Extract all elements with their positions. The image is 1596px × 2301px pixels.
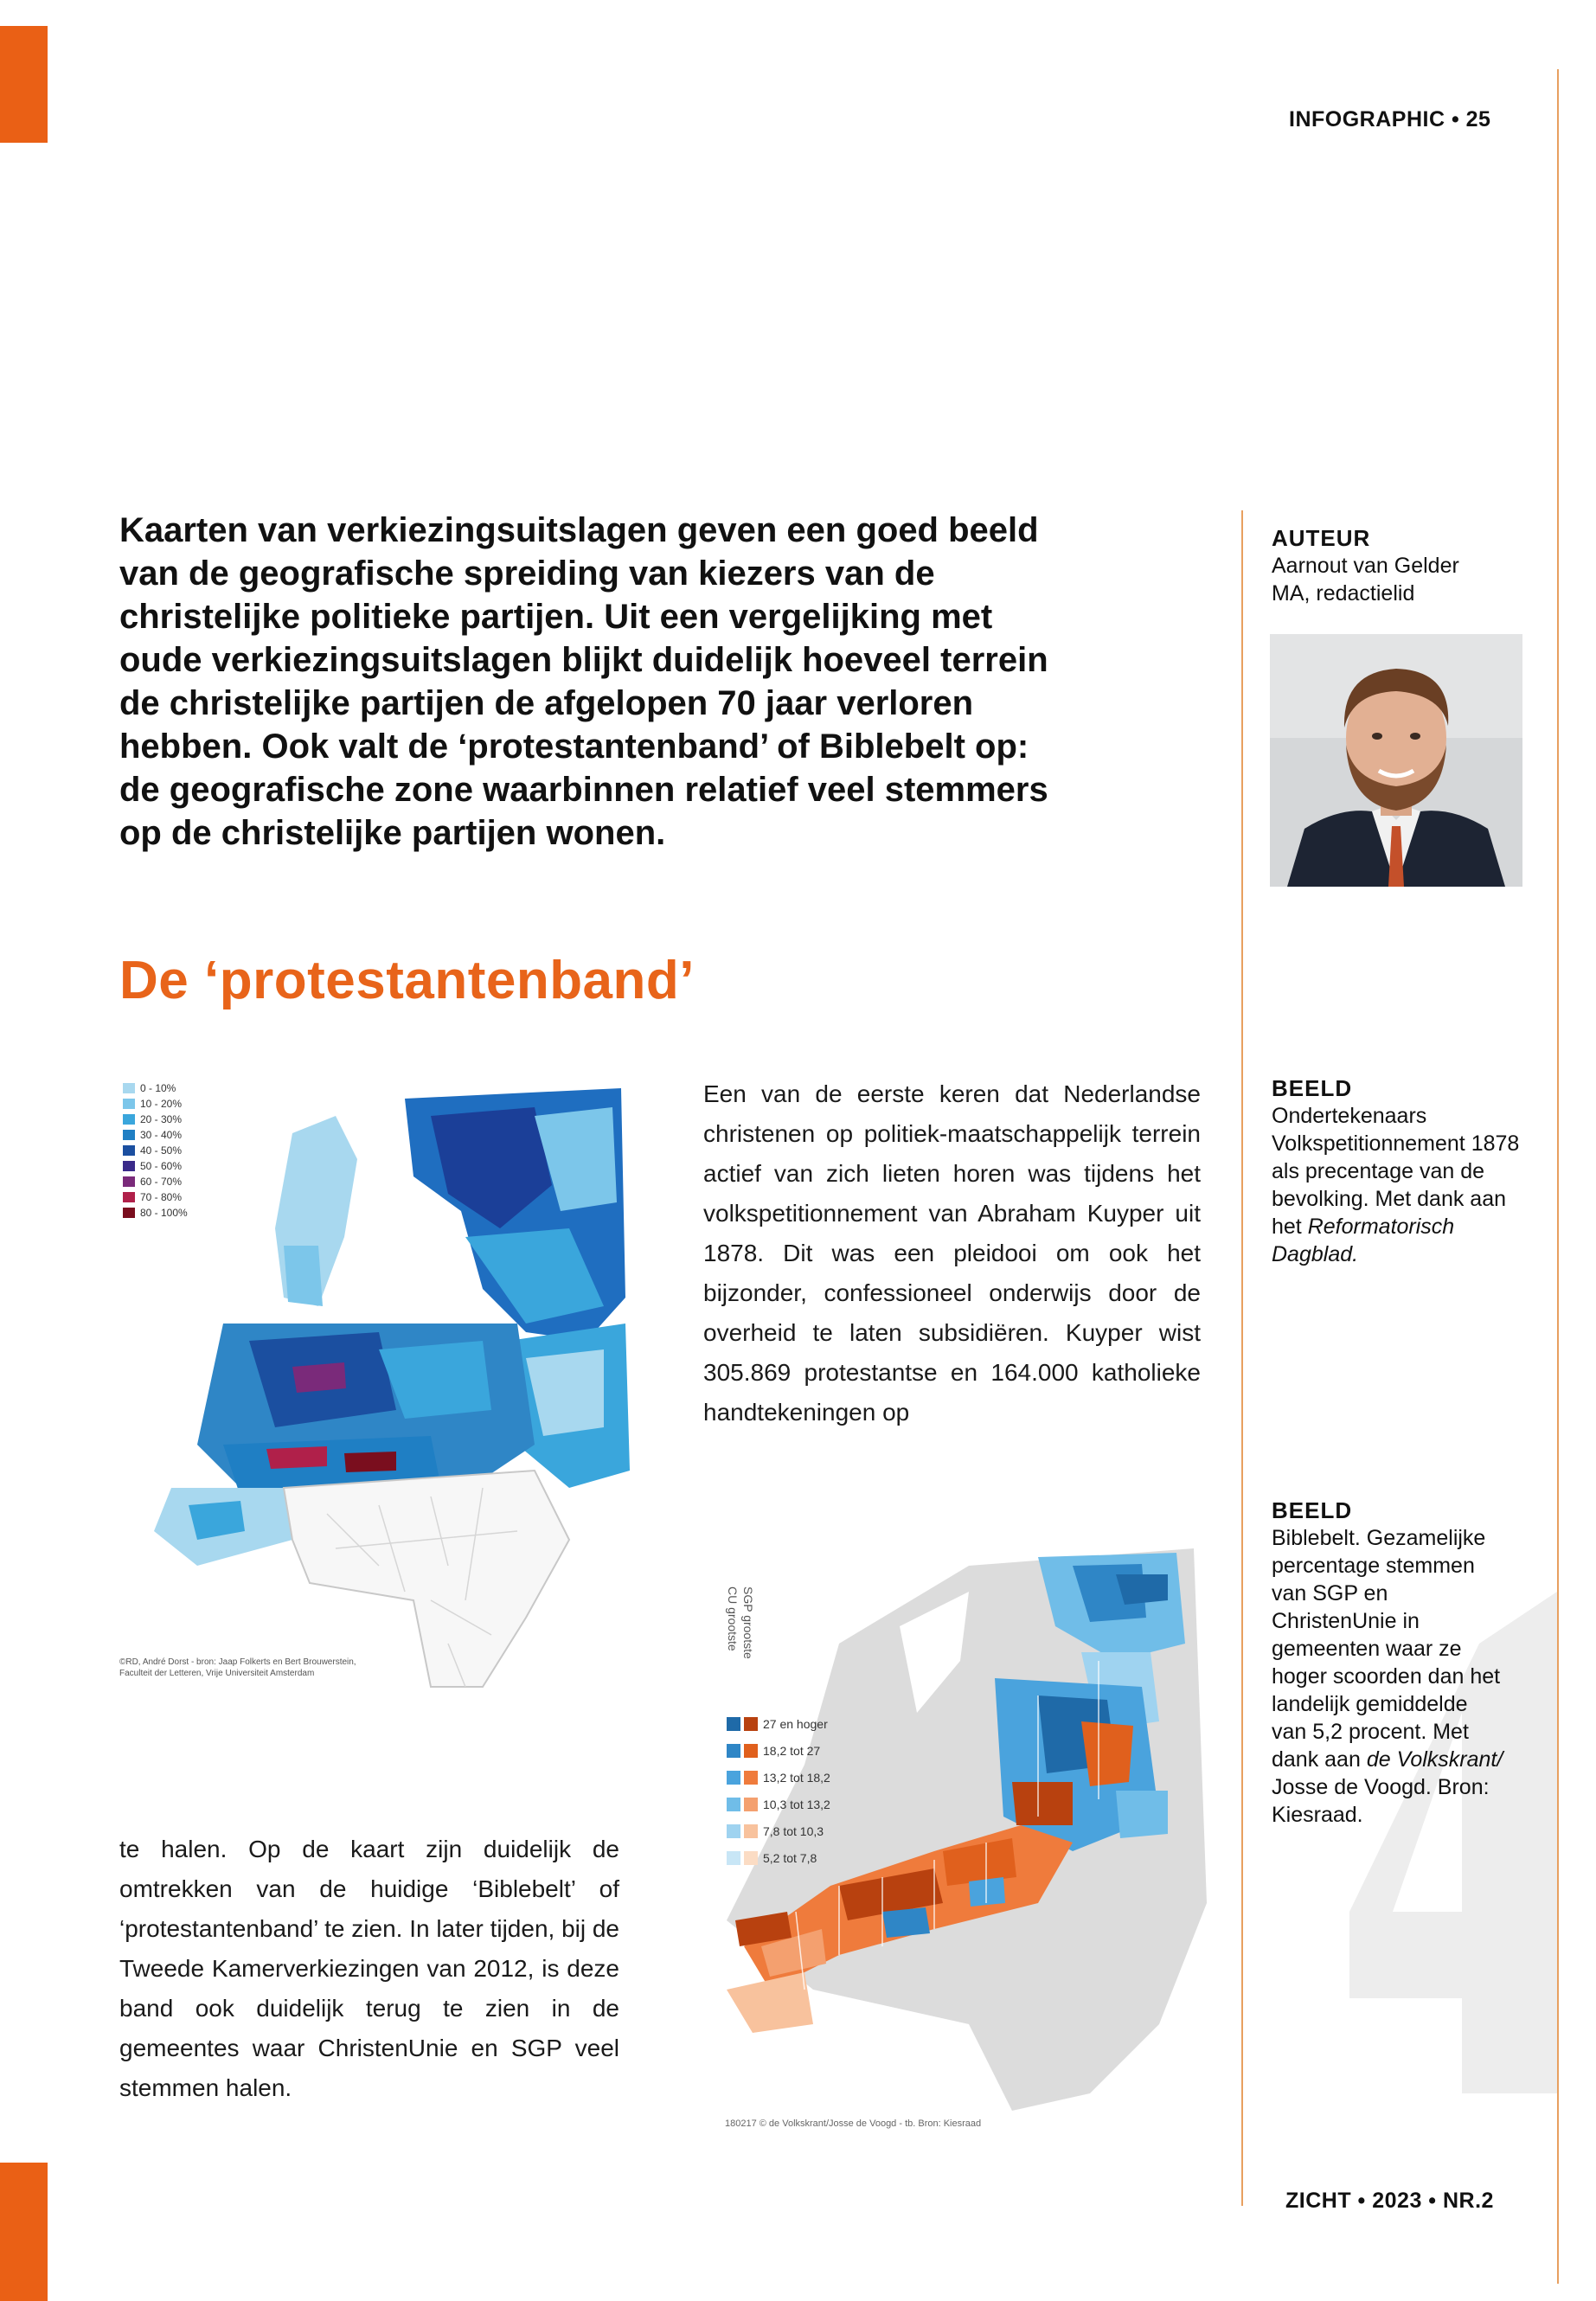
page-header: INFOGRAPHIC • 25 xyxy=(1289,107,1491,131)
legend-label: 40 - 50% xyxy=(140,1144,183,1157)
legend-swatch-sgp xyxy=(744,1717,758,1731)
legend-label: 18,2 tot 27 xyxy=(763,1744,821,1758)
legend-label: 10 - 20% xyxy=(140,1098,183,1110)
biblebelt-map-credit: 180217 © de Volkskrant/Josse de Voogd - tb. Bron: Kiesraad xyxy=(725,2118,982,2129)
legend-swatch-cu xyxy=(727,1771,740,1785)
caption-1-label: BEELD xyxy=(1272,1075,1353,1101)
legend-swatch-cu xyxy=(727,1717,740,1731)
intro-paragraph xyxy=(119,509,1071,855)
legend-label: 70 - 80% xyxy=(140,1191,183,1203)
legend-swatch-sgp xyxy=(744,1824,758,1838)
legend-swatch xyxy=(123,1083,135,1093)
legend-swatch xyxy=(123,1130,135,1140)
legend-label: 10,3 tot 13,2 xyxy=(763,1798,830,1811)
author-role: MA, redactielid xyxy=(1272,581,1415,606)
caption-2-italic: de Volkskrant/ xyxy=(1366,1747,1503,1772)
petition-map xyxy=(119,1081,638,1704)
legend-label: 27 en hoger xyxy=(763,1717,828,1731)
petition-map-credit-line: ©RD, André Dorst - bron: Jaap Folkerts en Bert Brouwerstein, xyxy=(119,1657,356,1667)
legend-swatch xyxy=(123,1208,135,1218)
author-photo xyxy=(1270,634,1522,887)
orange-tab-bottom xyxy=(0,2163,48,2301)
right-margin-rule xyxy=(1557,69,1559,2284)
author-name: Aarnout van Gelder xyxy=(1272,554,1459,578)
legend-swatch xyxy=(123,1114,135,1125)
legend-swatch-sgp xyxy=(744,1744,758,1758)
legend-label: 0 - 10% xyxy=(140,1082,176,1094)
petition-map-credit-line: Faculteit der Letteren, Vrije Universiteit Amsterdam xyxy=(119,1669,315,1678)
legend-swatch-sgp xyxy=(744,1851,758,1865)
sidebar-divider-rule xyxy=(1241,510,1243,2206)
legend-swatch xyxy=(123,1099,135,1109)
intro-text: Kaarten van verkiezingsuitslagen geven een goed beeld van de geografische spreiding van kiezers van de christelijke politieke partijen. Uit een vergelijking met oude verkiezingsuitslagen blijkt duidelijk hoeveel terrein de christelijke partijen de afgelopen 70 jaar verloren hebben. Ook valt de ‘protestantenband’ of Biblebelt op: de geografische zone waarbinnen relatief veel stemmers op de christelijke partijen wonen. xyxy=(119,511,1048,852)
legend-swatch xyxy=(123,1192,135,1202)
biblebelt-axis-sgp: SGP grootste xyxy=(741,1586,755,1659)
biblebelt-axis-cu: CU grootste xyxy=(726,1586,740,1651)
caption-1-text: Ondertekenaars Volkspetitionnement 1878 als precentage van de bevolking. Met dank aan het xyxy=(1272,1104,1520,1239)
legend-label: 30 - 40% xyxy=(140,1129,183,1141)
petition-map-legend xyxy=(123,1082,188,1219)
legend-swatch xyxy=(123,1176,135,1187)
biblebelt-map xyxy=(709,1540,1211,2137)
legend-swatch-sgp xyxy=(744,1798,758,1811)
petition-map-credit xyxy=(119,1657,405,1679)
author-portrait-illustration xyxy=(1270,634,1522,887)
image-caption-1 xyxy=(1272,1074,1531,1268)
legend-label: 5,2 tot 7,8 xyxy=(763,1851,817,1865)
legend-swatch-cu xyxy=(727,1744,740,1758)
legend-swatch-cu xyxy=(727,1824,740,1838)
caption-1-italic: Reformatorisch Dagblad. xyxy=(1272,1215,1455,1266)
page-footer: ZICHT • 2023 • NR.2 xyxy=(1285,2189,1494,2213)
legend-label: 20 - 30% xyxy=(140,1113,183,1125)
petition-map-graphic xyxy=(119,1081,638,1704)
author-label: AUTEUR xyxy=(1272,525,1371,551)
legend-swatch xyxy=(123,1161,135,1171)
caption-2-tail: Josse de Voogd. Bron: Kiesraad. xyxy=(1272,1775,1490,1827)
legend-swatch-cu xyxy=(727,1851,740,1865)
legend-label: 60 - 70% xyxy=(140,1176,183,1188)
orange-tab-top xyxy=(0,26,48,143)
legend-label: 50 - 60% xyxy=(140,1160,183,1172)
section-heading: De ‘protestantenband’ xyxy=(119,951,695,1010)
legend-swatch-cu xyxy=(727,1798,740,1811)
biblebelt-map-graphic xyxy=(709,1540,1211,2137)
author-block xyxy=(1272,524,1531,607)
body-column-1: te halen. Op de kaart zijn duidelijk de omtrekken van de huidige ‘Biblebelt’ of ‘protestantenband’ te zien. In later tijden, bij de Tweede Kamerverkiezingen van 2012, is deze band ook duidelijk terug te zien in de gemeentes waar ChristenUnie en SGP veel stemmen halen. xyxy=(119,1836,620,2101)
image-caption-2 xyxy=(1272,1497,1505,1829)
caption-2-label: BEELD xyxy=(1272,1497,1353,1523)
caption-2-text: Biblebelt. Gezamelijke percentage stemmen van SGP en ChristenUnie in gemeenten waar ze hoger scoorden dan het landelijk gemiddelde van 5,2 procent. Met dank aan xyxy=(1272,1526,1501,1772)
legend-label: 7,8 tot 10,3 xyxy=(763,1824,824,1838)
legend-label: 13,2 tot 18,2 xyxy=(763,1771,830,1785)
legend-swatch-sgp xyxy=(744,1771,758,1785)
body-column-2: Een van de eerste keren dat Nederlandse christenen op politiek-maatschappelijk terrein actief van zich lieten horen was tijdens het volkspetitionnement van Abraham Kuyper uit 1878. Dit was een pleidooi om ook het bijzonder, confessioneel onderwijs door de overheid te laten subsidiëren. Kuyper wist 305.869 protestantse en 164.000 katholieke handtekeningen op xyxy=(703,1080,1201,1426)
legend-label: 80 - 100% xyxy=(140,1207,188,1219)
legend-swatch xyxy=(123,1145,135,1156)
